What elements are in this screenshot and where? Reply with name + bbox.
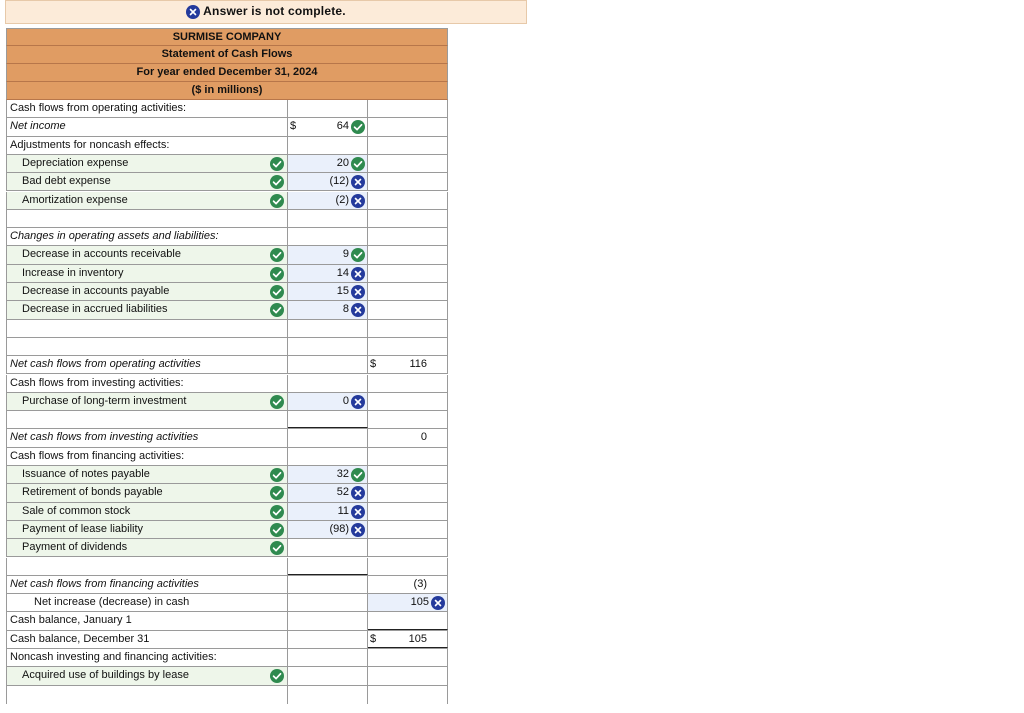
- total-cell[interactable]: [368, 594, 448, 611]
- row-label[interactable]: Acquired use of buildings by lease: [6, 667, 288, 684]
- total-cell: [368, 429, 448, 446]
- table-row: [6, 283, 448, 301]
- total-value: 116: [409, 358, 427, 371]
- row-label: Cash flows from financing activities:: [6, 448, 288, 465]
- amount-cell[interactable]: [288, 484, 368, 501]
- row-label[interactable]: Amortization expense: [6, 192, 288, 209]
- x-icon: [431, 596, 445, 610]
- row-label: Net cash flows from financing activities: [6, 576, 288, 593]
- table-row: [6, 576, 448, 594]
- amount-value: 9: [342, 248, 349, 261]
- total-cell: [368, 576, 448, 593]
- status-text: Answer is not complete.: [203, 4, 346, 18]
- row-label: Noncash investing and financing activities:: [6, 649, 288, 666]
- row-label[interactable]: Purchase of long-term investment: [6, 393, 288, 410]
- check-icon: [270, 303, 284, 317]
- table-row: [6, 484, 448, 502]
- table-row: [6, 539, 448, 557]
- check-icon: [351, 157, 365, 171]
- table-row: [6, 521, 448, 539]
- check-icon: [270, 669, 284, 683]
- amount-value: (98): [329, 522, 349, 535]
- statement-units: ($ in millions): [6, 82, 448, 100]
- check-icon: [270, 395, 284, 409]
- check-icon: [270, 468, 284, 482]
- check-icon: [270, 175, 284, 189]
- row-label[interactable]: Payment of lease liability: [6, 521, 288, 538]
- row-label: Changes in operating assets and liabilities:: [6, 228, 288, 245]
- row-label[interactable]: Issuance of notes payable: [6, 466, 288, 483]
- x-icon: [186, 5, 200, 19]
- amount-value: 11: [337, 504, 349, 517]
- currency-symbol: $: [290, 120, 297, 133]
- amount-value: (2): [335, 193, 349, 206]
- amount-cell[interactable]: [288, 283, 368, 300]
- table-row: [6, 448, 448, 466]
- table-row: [6, 667, 448, 685]
- row-label[interactable]: Retirement of bonds payable: [6, 484, 288, 501]
- x-icon: [351, 285, 365, 299]
- amount-value: 52: [336, 486, 349, 499]
- x-icon: [351, 267, 365, 281]
- table-row: [6, 393, 448, 411]
- amount-value: 14: [336, 266, 349, 279]
- check-icon: [270, 285, 284, 299]
- x-icon: [351, 303, 365, 317]
- table-row: [6, 612, 448, 630]
- table-row: [6, 631, 448, 649]
- row-label: Cash flows from operating activities:: [6, 100, 288, 117]
- check-icon: [270, 267, 284, 281]
- row-label[interactable]: Bad debt expense: [6, 173, 288, 190]
- amount-value: (12): [329, 175, 349, 188]
- total-value: (3): [413, 577, 427, 590]
- check-icon: [270, 523, 284, 537]
- x-icon: [351, 175, 365, 189]
- check-icon: [351, 468, 365, 482]
- table-row: [6, 429, 448, 447]
- amount-value: 64: [336, 120, 349, 133]
- row-label[interactable]: Depreciation expense: [6, 155, 288, 172]
- total-cell: [368, 356, 448, 373]
- row-label: Cash flows from investing activities:: [6, 375, 288, 392]
- amount-cell[interactable]: [288, 503, 368, 520]
- table-row: [6, 558, 448, 576]
- amount-value: 8: [342, 303, 349, 316]
- row-label: Adjustments for noncash effects:: [6, 137, 288, 154]
- cash-flow-statement: [6, 28, 448, 708]
- row-label[interactable]: Decrease in accounts receivable: [6, 246, 288, 263]
- answer-status-banner: [5, 0, 527, 24]
- amount-cell[interactable]: [288, 539, 368, 556]
- total-value: 0: [420, 431, 427, 444]
- table-row: [6, 155, 448, 173]
- amount-value: 15: [336, 285, 349, 297]
- amount-value: 0: [342, 394, 349, 407]
- row-label: Cash balance, December 31: [6, 631, 288, 648]
- table-row: [6, 686, 448, 704]
- statement-title: Statement of Cash Flows: [6, 46, 448, 64]
- table-row: [6, 338, 448, 356]
- row-label[interactable]: Increase in inventory: [6, 265, 288, 282]
- row-label: Net income: [6, 118, 288, 135]
- check-icon: [270, 486, 284, 500]
- amount-value: 20: [336, 156, 349, 169]
- x-icon: [351, 486, 365, 500]
- row-label[interactable]: Decrease in accounts payable: [6, 283, 288, 300]
- table-row: [6, 265, 448, 283]
- row-label: Cash balance, January 1: [6, 612, 288, 629]
- table-row: [6, 173, 448, 191]
- amount-cell[interactable]: [288, 521, 368, 538]
- table-row: [6, 649, 448, 667]
- table-row: [6, 210, 448, 228]
- check-icon: [270, 157, 284, 171]
- table-row: [6, 356, 448, 374]
- amount-cell[interactable]: [288, 192, 368, 209]
- total-value: 105: [408, 632, 427, 645]
- statement-period: For year ended December 31, 2024: [6, 64, 448, 82]
- row-label: Net cash flows from operating activities: [6, 356, 288, 373]
- amount-value: 32: [336, 468, 349, 480]
- row-label: Net cash flows from investing activities: [6, 429, 288, 446]
- amount-cell[interactable]: [288, 667, 368, 684]
- amount-cell[interactable]: [288, 466, 368, 483]
- table-row: [6, 100, 448, 118]
- table-row: [6, 192, 448, 210]
- currency-symbol: $: [370, 632, 377, 645]
- company-name: SURMISE COMPANY: [6, 28, 448, 46]
- x-icon: [351, 523, 365, 537]
- amount-cell[interactable]: [288, 246, 368, 263]
- amount-cell[interactable]: [288, 173, 368, 190]
- check-icon: [351, 120, 365, 134]
- check-icon: [270, 248, 284, 262]
- total-value: 105: [410, 596, 429, 609]
- table-row: [6, 375, 448, 393]
- table-row: [6, 466, 448, 484]
- table-row: [6, 301, 448, 319]
- table-row: [6, 246, 448, 264]
- row-label[interactable]: Sale of common stock: [6, 503, 288, 520]
- x-icon: [351, 194, 365, 208]
- table-row: [6, 228, 448, 246]
- total-cell[interactable]: [368, 612, 448, 629]
- table-row: [6, 411, 448, 429]
- currency-symbol: $: [370, 358, 377, 371]
- row-label[interactable]: Payment of dividends: [6, 539, 288, 556]
- amount-cell[interactable]: [288, 301, 368, 318]
- table-row: [6, 118, 448, 136]
- check-icon: [351, 248, 365, 262]
- row-label: Net increase (decrease) in cash: [6, 594, 288, 611]
- table-row: [6, 594, 448, 612]
- amount-cell[interactable]: [288, 155, 368, 172]
- check-icon: [270, 541, 284, 555]
- x-icon: [351, 505, 365, 519]
- table-row: [6, 503, 448, 521]
- amount-cell[interactable]: [288, 265, 368, 282]
- amount-cell[interactable]: [288, 393, 368, 410]
- amount-cell[interactable]: [288, 118, 368, 135]
- check-icon: [270, 194, 284, 208]
- check-icon: [270, 505, 284, 519]
- total-cell: [368, 631, 448, 648]
- table-row: [6, 137, 448, 155]
- row-label[interactable]: Decrease in accrued liabilities: [6, 301, 288, 318]
- x-icon: [351, 395, 365, 409]
- table-row: [6, 320, 448, 338]
